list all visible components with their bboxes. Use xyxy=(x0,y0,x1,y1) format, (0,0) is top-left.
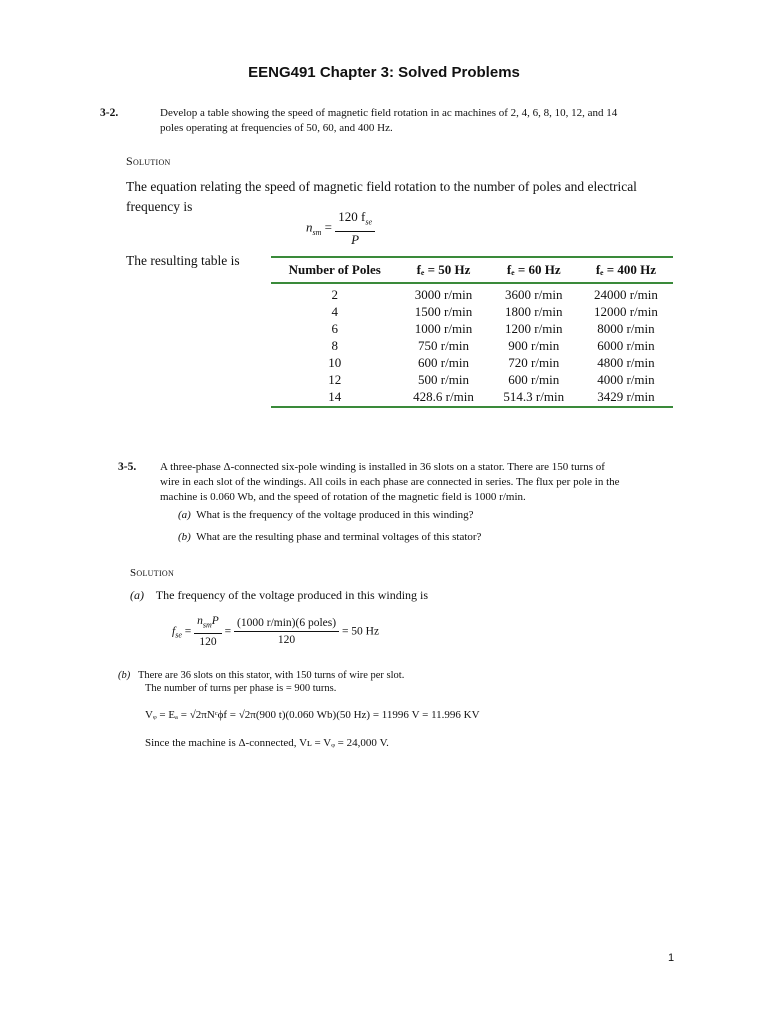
answer-b-line: Since the machine is Δ-connected, Vʟ = Vᵩ = 24,000 V. xyxy=(145,737,389,749)
table-row xyxy=(271,283,673,303)
answer-b-line: The number of turns per phase is = 900 turns. xyxy=(145,683,337,694)
table-cell: 1000 r/min xyxy=(414,321,473,336)
problem-text-line: machine is 0.060 Wb, and the speed of rotation of the magnetic field is 1000 r/min. xyxy=(160,491,526,503)
answer-text: There are 36 slots on this stator, with 150 turns of wire per slot. xyxy=(137,670,405,681)
table-header-cell: Number of Poles xyxy=(271,257,398,283)
table-cell: 514.3 r/min xyxy=(489,388,579,407)
table-row xyxy=(271,337,673,354)
table-cell: 3000 r/min xyxy=(414,287,473,302)
equation-intro xyxy=(126,177,686,217)
table-row xyxy=(271,371,673,388)
table-cell: 12 xyxy=(328,372,342,387)
eq-subscript: sm xyxy=(312,227,322,237)
table-cell: 3429 r/min xyxy=(579,388,673,407)
table-cell: 6000 r/min xyxy=(597,338,655,353)
table-row xyxy=(271,320,673,337)
problem-number: 3-5. xyxy=(118,461,137,473)
table-cell: 1200 r/min xyxy=(505,321,563,336)
question-b xyxy=(178,530,481,545)
table-cell: 2 xyxy=(331,287,338,302)
speed-table-container xyxy=(271,256,673,408)
table-cell: 12000 r/min xyxy=(593,304,658,319)
table-cell: 8 xyxy=(331,338,338,353)
eq-fraction xyxy=(234,615,339,648)
answer-text: The frequency of the voltage produced in this winding is xyxy=(155,588,429,602)
eq-fraction xyxy=(335,209,375,248)
table-cell: 500 r/min xyxy=(418,372,469,387)
eq-denominator: 120 xyxy=(199,636,217,649)
text-line: frequency is xyxy=(126,199,193,214)
problem-text-line: A three-phase Δ-connected six-pole winding is installed in 36 slots on a stator. There are 150 turns of xyxy=(160,461,605,473)
answer-b xyxy=(118,668,404,683)
answer-label: (a) xyxy=(130,588,144,602)
frequency-equation: $f_{se}$ = $\frac{n_{sm}P}{120}$ = $\frac{\text{(1000 r/min)(6 poles)}}{120}$ = 50 Hz xyxy=(172,615,380,649)
question-text: What is the frequency of the voltage produced in this winding? xyxy=(196,509,474,521)
table-row xyxy=(271,354,673,371)
eq-equals: = xyxy=(324,219,332,235)
table-row xyxy=(271,388,673,407)
table-cell: 428.6 r/min xyxy=(398,388,488,407)
table-cell: 10 xyxy=(328,355,342,370)
question-a xyxy=(178,508,474,523)
eq-symbol: n xyxy=(306,219,313,235)
eq-symbol: f xyxy=(172,625,176,638)
table-cell: 4000 r/min xyxy=(597,372,655,387)
problem-text-line: wire in each slot of the windings. All coils in each phase are connected in series. The flux per pole in the xyxy=(160,476,620,488)
table-cell: 4800 r/min xyxy=(597,355,655,370)
eq-subscript: se xyxy=(365,217,372,227)
eq-result: = 50 Hz xyxy=(341,625,380,638)
table-cell: 720 r/min xyxy=(508,355,560,370)
eq-subscript: sm xyxy=(202,620,212,630)
problem-statement xyxy=(160,460,700,505)
eq-denominator: P xyxy=(351,231,360,247)
question-label: (a) xyxy=(178,509,191,521)
problem-text-line: poles operating at frequencies of 50, 60, and 400 Hz. xyxy=(160,122,393,134)
table-cell: 750 r/min xyxy=(418,338,469,353)
table-cell: 4 xyxy=(331,304,338,319)
table-intro: The resulting table is xyxy=(126,253,240,268)
solution-label: Solution xyxy=(130,567,175,579)
eq-subscript: se xyxy=(175,630,182,640)
eq-denominator: 120 xyxy=(277,634,296,647)
table-cell: 3600 r/min xyxy=(505,287,563,302)
eq-numerator: n xyxy=(197,615,203,627)
question-label: (b) xyxy=(178,531,191,543)
text-line: The equation relating the speed of magnetic field rotation to the number of poles and electrical xyxy=(126,179,637,194)
answer-label: (b) xyxy=(118,670,131,681)
table-cell: 600 r/min xyxy=(508,372,560,387)
eq-numerator: 120 f xyxy=(338,209,366,224)
eq-fraction xyxy=(194,613,222,650)
table-cell: 8000 r/min xyxy=(597,321,655,336)
table-cell: 900 r/min xyxy=(508,338,560,353)
voltage-equation: Vᵩ = Eₐ = √2πNᶜϕf = √2π(900 t)(0.060 Wb)(50 Hz) = 11996 V = 11.996 KV xyxy=(145,709,480,721)
speed-equation xyxy=(306,209,375,248)
table-cell: 1800 r/min xyxy=(505,304,563,319)
table-cell: 14 xyxy=(271,388,398,407)
table-header-cell: fₑ = 60 Hz xyxy=(489,257,579,283)
table-row xyxy=(271,303,673,320)
eq-numerator: P xyxy=(211,615,219,627)
problem-text-line: Develop a table showing the speed of magnetic field rotation in ac machines of 2, 4, 6, 8, 10, 12, and 14 xyxy=(160,107,618,119)
table-cell: 24000 r/min xyxy=(593,287,658,302)
page-title: EENG491 Chapter 3: Solved Problems xyxy=(248,64,520,81)
solution-label: Solution xyxy=(126,154,171,168)
table-header-row xyxy=(271,257,673,283)
table-header-cell: fₑ = 50 Hz xyxy=(398,257,488,283)
table-header-cell: fₑ = 400 Hz xyxy=(579,257,673,283)
table-cell: 1500 r/min xyxy=(414,304,473,319)
eq-numerator: (1000 r/min)(6 poles) xyxy=(234,615,339,632)
page-number: 1 xyxy=(668,952,675,964)
problem-statement xyxy=(160,106,680,136)
answer-a xyxy=(130,588,428,603)
problem-number: 3-2. xyxy=(100,107,119,119)
table-cell: 6 xyxy=(331,321,338,336)
speed-table xyxy=(271,256,673,408)
table-cell: 600 r/min xyxy=(418,355,469,370)
table-body xyxy=(271,283,673,407)
question-text: What are the resulting phase and terminal voltages of this stator? xyxy=(196,531,482,543)
